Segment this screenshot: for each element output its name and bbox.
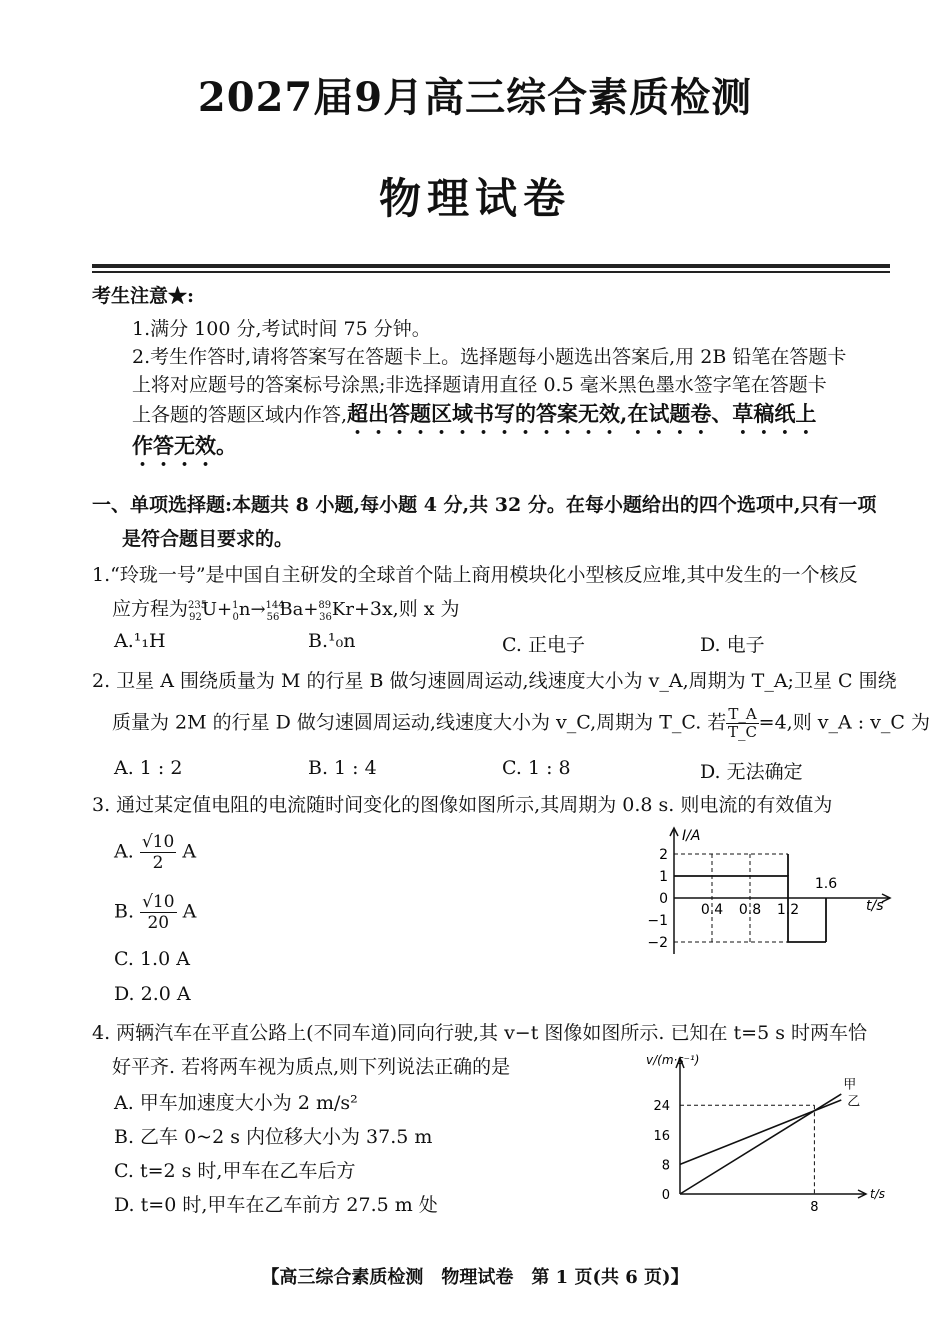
series-yi-label: 乙 (847, 1094, 861, 1110)
y-axis-label: v/(m·s⁻¹) (646, 1053, 700, 1067)
q2-stem-line2 (112, 706, 930, 741)
y-tick-label: 0 (661, 1188, 670, 1203)
q1-stem-line2 (112, 594, 460, 623)
notice-heading: 考生注意★: (92, 285, 195, 307)
notice-item-2-line4: 作答无效。 (132, 433, 237, 458)
option-label: B. (114, 900, 135, 923)
y-tick-label: 8 (661, 1158, 670, 1174)
fraction-numerator: T_A (728, 705, 757, 723)
q1-option-c[interactable]: C. 正电子 (502, 634, 585, 656)
q1-option-d[interactable]: D. 电子 (700, 634, 765, 656)
notice-text: 上各题的答题区域内作答, (132, 404, 348, 426)
q4-stem-line2: 好平齐. 若将两车视为质点,则下列说法正确的是 (112, 1056, 511, 1078)
q2-option-a[interactable]: A. 1 : 2 (114, 757, 183, 779)
nuclear-equation: $^{235}_{92}$U+$^1_0$n→$^{144}_{56}$Ba+$^{89}_{36}$Kr (188, 599, 354, 623)
y-axis-label: I/A (682, 828, 701, 844)
y-tick-label: 0 (659, 891, 668, 907)
section-1-heading: 一、单项选择题:本题共 8 小题,每小题 4 分,共 32 分。在每小题给出的四个选项中,只有一项 (92, 494, 877, 516)
subject-title: 物理试卷 (378, 174, 571, 223)
x-tick-label: 0.8 (738, 902, 762, 918)
x-tick-label: 0.4 (700, 902, 724, 918)
fraction-numerator: √10 (141, 832, 175, 852)
header-rule-thin (92, 271, 890, 273)
y-tick-label: −1 (647, 913, 668, 929)
x-tick-label: 1.2 (776, 902, 800, 918)
q4-option-a[interactable]: A. 甲车加速度大小为 2 m/s² (114, 1092, 358, 1114)
q4-option-d[interactable]: D. t=0 时,甲车在乙车前方 27.5 m 处 (114, 1194, 438, 1216)
notice-item-2-line2: 上将对应题号的答案标号涂黑;非选择题请用直径 0.5 毫米黑色墨水签字笔在答题卡 (132, 374, 827, 396)
x-axis-label: t/s (866, 898, 884, 914)
option-b-fraction (140, 892, 176, 933)
q3-option-b[interactable] (114, 892, 196, 933)
notice-item-2-line1: 2.考生作答时,请将答案写在答题卡上。选择题每小题选出答案后,用 2B 铅笔在答题卡 (132, 346, 847, 368)
y-tick-label: −2 (647, 935, 668, 951)
series-yi-line (680, 1100, 841, 1164)
notice-emphasis: 超出答题区域书写的答案无效,在试题卷、草稿纸上 (347, 401, 817, 426)
q4-stem-line1: 4. 两辆汽车在平直公路上(不同车道)同向行驶,其 v−t 图像如图所示. 已知在 t=5 s 时两车恰 (92, 1022, 867, 1044)
q2-stem-line1: 2. 卫星 A 围绕质量为 M 的行星 B 做匀速圆周运动,线速度大小为 v_A,周期为 T_A;卫星 C 围绕 (92, 670, 897, 692)
q3-option-d[interactable]: D. 2.0 A (114, 983, 191, 1005)
section-1-heading-cont: 是符合题目要求的。 (122, 528, 294, 550)
notice-item-1: 1.满分 100 分,考试时间 75 分钟。 (132, 318, 431, 340)
q2-option-c[interactable]: C. 1 : 8 (502, 757, 571, 779)
q3-option-a[interactable] (114, 832, 196, 873)
x-axis-label: t/s (870, 1187, 885, 1201)
x-tick-label: 1.6 (814, 876, 838, 892)
q1-option-b[interactable]: B.¹₀n (308, 630, 356, 652)
y-tick-label: 24 (653, 1099, 670, 1115)
q2-text-b: =4,则 v_A : v_C 为 (758, 711, 930, 734)
y-tick-label: 1 (659, 869, 668, 885)
q3-option-c[interactable]: C. 1.0 A (114, 948, 190, 970)
current-time-graph (640, 822, 900, 957)
x-tick-label: 8 (810, 1200, 819, 1215)
q2-option-d[interactable]: D. 无法确定 (700, 761, 803, 783)
q1-suffix: +3x,则 x 为 (353, 598, 460, 620)
option-unit: A (182, 900, 197, 923)
exam-title: 2027届9月高三综合素质检测 (197, 74, 753, 121)
q2-option-b[interactable]: B. 1 : 4 (308, 757, 377, 779)
option-label: A. (114, 840, 134, 863)
q1-option-a[interactable]: A.¹₁H (114, 630, 166, 652)
header-rule (92, 264, 890, 268)
q4-option-c[interactable]: C. t=2 s 时,甲车在乙车后方 (114, 1160, 356, 1182)
fraction-denominator: T_C (727, 723, 757, 741)
q4-option-b[interactable]: B. 乙车 0~2 s 内位移大小为 37.5 m (114, 1126, 433, 1148)
fraction-denominator: 20 (147, 913, 170, 933)
period-ratio-fraction (726, 706, 758, 741)
y-tick-label: 2 (659, 847, 668, 863)
fraction-denominator: 2 (152, 853, 164, 873)
q1-prefix: 应方程为 (112, 598, 189, 620)
option-a-fraction (140, 832, 176, 873)
page-footer: 【高三综合素质检测 物理试卷 第 1 页(共 6 页)】 (261, 1267, 689, 1288)
q2-text-a: 质量为 2M 的行星 D 做匀速圆周运动,线速度大小为 v_C,周期为 T_C. 若 (112, 711, 727, 734)
fraction-numerator: √10 (142, 892, 175, 912)
q1-stem-line1: 1.“玲珑一号”是中国自主研发的全球首个陆上商用模块化小型核反应堆,其中发生的一个核反 (92, 564, 858, 586)
q3-stem: 3. 通过某定值电阻的电流随时间变化的图像如图所示,其周期为 0.8 s. 则电流的有效值为 (92, 794, 833, 816)
series-jia-label: 甲 (843, 1077, 857, 1093)
y-tick-label: 16 (653, 1128, 670, 1144)
option-unit: A (182, 840, 197, 863)
velocity-time-graph (640, 1050, 900, 1220)
